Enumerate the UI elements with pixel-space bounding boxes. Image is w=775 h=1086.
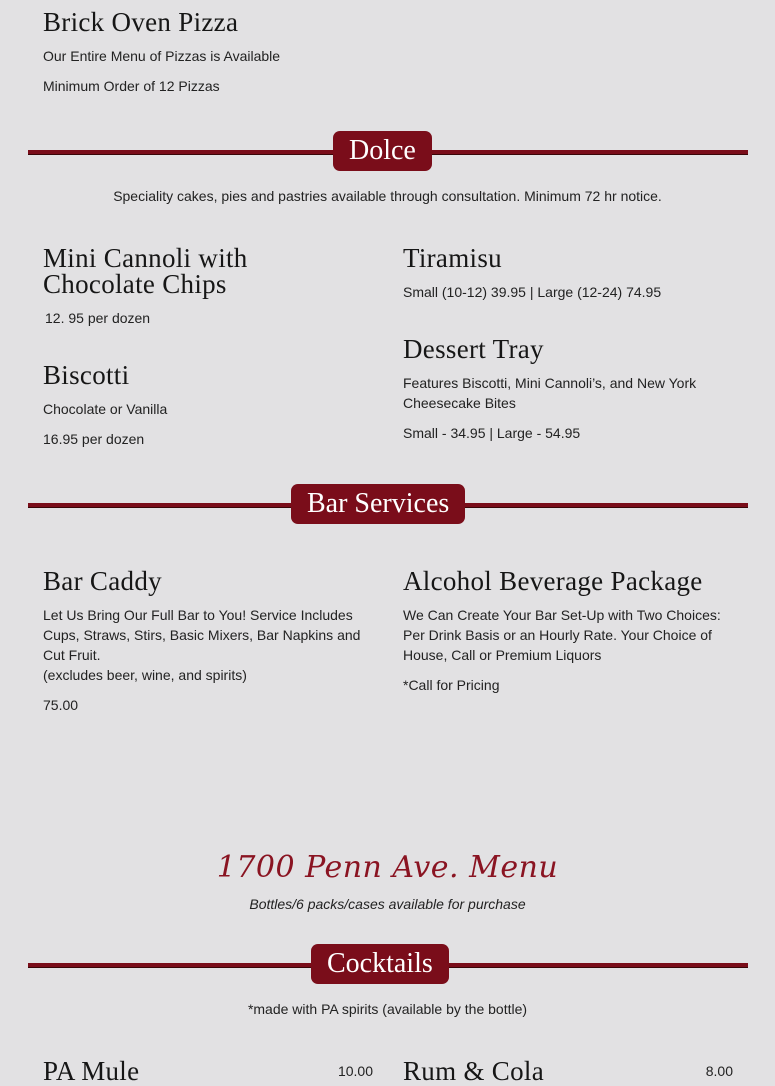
penn-menu-title: 1700 Penn Ave. Menu — [216, 850, 559, 885]
cocktail-item-name: Rum & Cola — [403, 1056, 545, 1086]
cannoli-price: 12. 95 per dozen — [45, 310, 151, 326]
tiramisu-title: Tiramisu — [403, 243, 502, 273]
pizza-line-1: Our Entire Menu of Pizzas is Available — [43, 48, 281, 64]
alcohol-package-desc-line-1: We Can Create Your Bar Set-Up with Two Choices: — [403, 607, 721, 623]
cocktail-item-price: 10.00 — [337, 1063, 373, 1079]
dessert-tray-desc-line-1: Features Biscotti, Mini Cannoli’s, and New York — [403, 375, 697, 391]
alcohol-package-price: *Call for Pricing — [403, 677, 500, 693]
cocktails-heading: Cocktails — [311, 944, 449, 984]
biscotti-price: 16.95 per dozen — [43, 431, 145, 447]
cannoli-title-line-1: Mini Cannoli with — [43, 243, 248, 273]
cocktail-item-price: 8.00 — [705, 1063, 733, 1079]
dolce-heading: Dolce — [333, 131, 432, 171]
dessert-tray-price: Small - 34.95 | Large - 54.95 — [403, 425, 581, 441]
tiramisu-price: Small (10-12) 39.95 | Large (12-24) 74.95 — [403, 284, 662, 300]
bar-caddy-desc-line-3: Cut Fruit. — [43, 647, 101, 663]
bar-heading: Bar Services — [291, 484, 465, 524]
pizza-title: Brick Oven Pizza — [43, 7, 239, 37]
bar-caddy-price: 75.00 — [43, 697, 79, 713]
alcohol-package-desc-line-2: Per Drink Basis or an Hourly Rate. Your Choice of — [403, 627, 712, 643]
pizza-line-2: Minimum Order of 12 Pizzas — [43, 78, 220, 94]
dessert-tray-desc-line-2: Cheesecake Bites — [403, 395, 516, 411]
biscotti-title: Biscotti — [43, 360, 130, 390]
cocktails-note: *made with PA spirits (available by the bottle) — [247, 1001, 528, 1017]
cannoli-title-line-2: Chocolate Chips — [43, 269, 227, 299]
alcohol-package-title: Alcohol Beverage Package — [403, 566, 703, 596]
bar-caddy-desc-line-4: (excludes beer, wine, and spirits) — [43, 667, 247, 683]
bar-caddy-desc-line-1: Let Us Bring Our Full Bar to You! Service Includes — [43, 607, 353, 623]
dolce-note: Speciality cakes, pies and pastries available through consultation. Minimum 72 hr notice. — [113, 188, 662, 204]
dessert-tray-title: Dessert Tray — [403, 334, 544, 364]
biscotti-desc: Chocolate or Vanilla — [43, 401, 168, 417]
alcohol-package-desc-line-3: House, Call or Premium Liquors — [403, 647, 602, 663]
penn-menu-subtitle: Bottles/6 packs/cases available for purchase — [249, 896, 526, 912]
cocktail-item-name: PA Mule — [43, 1056, 140, 1086]
bar-caddy-desc-line-2: Cups, Straws, Stirs, Basic Mixers, Bar Napkins and — [43, 627, 361, 643]
bar-caddy-title: Bar Caddy — [43, 566, 162, 596]
